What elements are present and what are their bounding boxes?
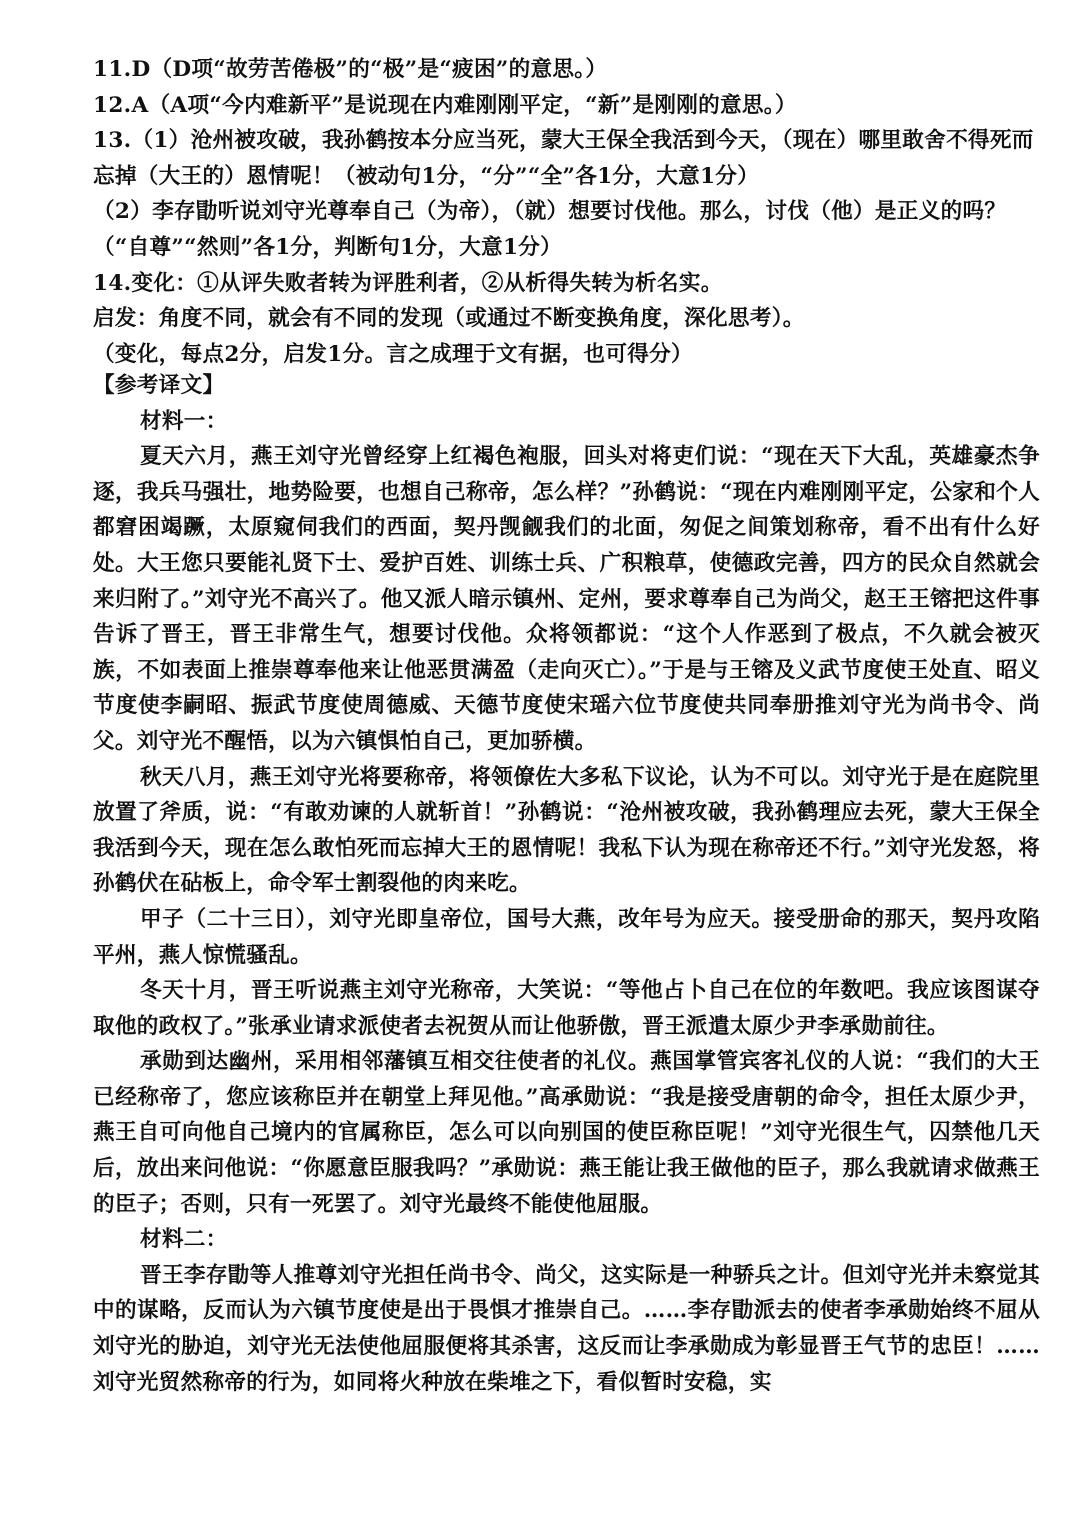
reference-translation: [0, 368, 1080, 1400]
paragraph: 承勋到达幽州，采用相邻藩镇互相交往使者的礼仪。燕国掌管宾客礼仪的人说：“我们的大王已经称帝了，您应该称臣并在朝堂上拜见他。”高承勋说：“我是接受唐朝的命令，担任太原少尹，燕王自可向他自己境内的官属称臣，怎么可以向别国的使臣称臣呢！”刘守光很生气，囚禁他几天后，放出来问他说：“你愿意臣服我吗？”承勋说：燕王能让我王做他的臣子，那么我就请求做燕王的臣子；否则，只有一死罢了。刘守光最终不能使他屈服。: [93, 1049, 1040, 1217]
answer-14-insight: 启发：角度不同，就会有不同的发现（或通过不断变换角度，深化思考）。: [93, 306, 805, 332]
translation-heading: 【参考译文】: [93, 373, 225, 398]
material-2-label: 材料二：: [140, 1227, 228, 1253]
answer-section: [0, 52, 1080, 372]
answer-13-1: 13.（1）沧州被攻破，我孙鹤按本分应当死，蒙大王保全我活到今天，（现在）哪里敢舍不得死而忘掉（大王的）恩情呢！（被动句1分，“分”“全”各1分，大意1分）: [93, 128, 1034, 189]
answer-13-2: （2）李存勖听说刘守光尊奉自己（为帝），（就）想要讨伐他。那么，讨伐（他）是正义的吗？（“自尊”“然则”各1分，判断句1分，大意1分）: [93, 199, 1007, 260]
paragraph: 冬天十月，晋王听说燕主刘守光称帝，大笑说：“等他占卜自己在位的年数吧。我应该图谋夺取他的政权了。”张承业请求派使者去祝贺从而让他骄傲，晋王派遣太原少尹李承勋前往。: [93, 978, 1040, 1039]
paragraph: 秋天八月，燕王刘守光将要称帝，将领僚佐大多私下议论，认为不可以。刘守光于是在庭院里放置了斧质，说：“有敢劝谏的人就斩首！”孙鹤说：“沧州被攻破，我孙鹤理应去死，蒙大王保全我活到今天，现在怎么敢怕死而忘掉大王的恩情呢！我私下认为现在称帝还不行。”刘守光发怒，将孙鹤伏在砧板上，命令军士割裂他的肉来吃。: [93, 764, 1040, 897]
answer-14-change: 14.变化：①从评失败者转为评胜利者，②从析得失转为析名实。: [93, 270, 723, 296]
paragraph: 甲子（二十三日），刘守光即皇帝位，国号大燕，改年号为应天。接受册命的那天，契丹攻陷平州，燕人惊慌骚乱。: [93, 906, 1040, 968]
answer-14-score: （变化，每点2分，启发1分。言之成理于文有据，也可得分）: [93, 341, 693, 367]
answer-11: 11.D（D项“故劳苦倦极”的“极”是“疲困”的意思。）: [93, 57, 608, 82]
paragraph: 晋王李存勖等人推尊刘守光担任尚书令、尚父，这实际是一种骄兵之计。但刘守光并未察觉其中的谋略，反而认为六镇节度使是出于畏惧才推崇自己。……李存勖派去的使者李承勋始终不屈从刘守光的胁迫，刘守光无法使他屈服便将其杀害，这反而让李承勋成为彰显晋王气节的忠臣！……刘守光贸然称帝的行为，如同将火种放在柴堆之下，看似暂时安稳，实: [93, 1262, 1040, 1395]
material-1-label: 材料一：: [140, 408, 228, 434]
paragraph: 夏天六月，燕王刘守光曾经穿上红褐色袍服，回头对将吏们说：“现在天下大乱，英雄豪杰争逐，我兵马强壮，地势险要，也想自己称帝，怎么样？”孙鹤说：“现在内难刚刚平定，公家和个人都窘困竭蹶，太原窥伺我们的西面，契丹觊觎我们的北面，匆促之间策划称帝，看不出有什么好处。大王您只要能礼贤下士、爱护百姓、训练士兵、广积粮草，使德政完善，四方的民众自然就会来归附了。”刘守光不高兴了。他又派人暗示镇州、定州，要求尊奉自己为尚父，赵王王镕把这件事告诉了晋王，晋王非常生气，想要讨伐他。众将领都说：“这个人作恶到了极点，不久就会被灭族，不如表面上推崇尊奉他来让他恶贯满盈（走向灭亡）。”于是与王镕及义武节度使王处直、昭义节度使李嗣昭、振武节度使周德威、天德节度使宋瑶六位节度使共同奉册推刘守光为尚书令、尚父。刘守光不醒悟，以为六镇惧怕自己，更加骄横。: [93, 444, 1040, 754]
answer-12: 12.A（A项“今内难新平”是说现在内难刚刚平定，“新”是刚刚的意思。）: [93, 92, 797, 118]
